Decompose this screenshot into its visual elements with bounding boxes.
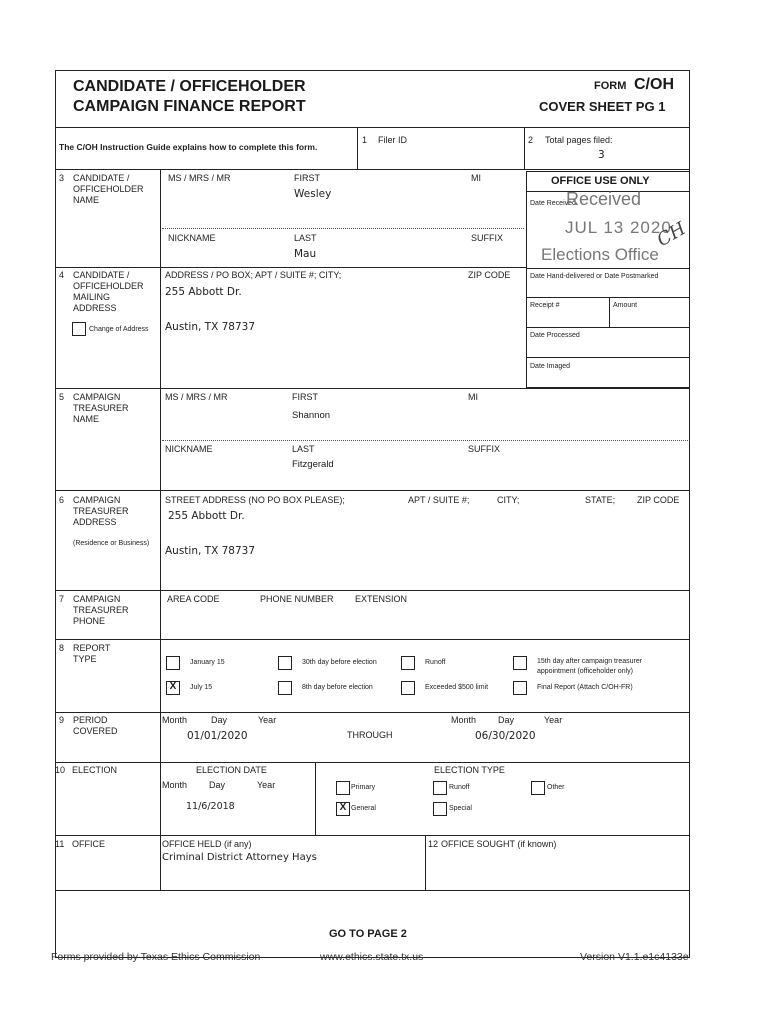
candidate-address-label: ADDRESS / PO BOX; APT / SUITE #; CITY;: [165, 270, 342, 280]
go-to-page-2: GO TO PAGE 2: [329, 928, 407, 940]
primary-label: Primary: [351, 784, 376, 791]
total-pages-value[interactable]: 3: [598, 149, 605, 161]
jul15-checkbox[interactable]: X: [166, 681, 180, 695]
filer-id-label: Filer ID: [378, 135, 407, 145]
final-report-checkbox[interactable]: [513, 681, 527, 695]
hand-delivered-label: Date Hand-delivered or Date Postmarked: [530, 273, 659, 280]
received-stamp-date: JUL 13 2020: [565, 218, 672, 237]
special-label: Special: [449, 805, 472, 812]
sec5-label-1: CAMPAIGN: [73, 392, 121, 402]
sec3-num: 3: [59, 173, 65, 183]
runoff-election-label: Runoff: [449, 784, 470, 791]
treasurer-state-label: STATE;: [585, 495, 616, 505]
candidate-suffix-label: SUFFIX: [471, 233, 504, 243]
election-day-label: Day: [209, 780, 226, 790]
form-word: FORM: [594, 80, 627, 92]
instruction-text: The C/OH Instruction Guide explains how to complete this form.: [59, 142, 318, 152]
candidate-nickname-label: NICKNAME: [168, 233, 216, 243]
day15-label-2: appointment (officeholder only): [537, 668, 633, 675]
day15-label-1: 15th day after campaign treasurer: [537, 658, 643, 665]
candidate-zip-label: ZIP CODE: [468, 270, 511, 280]
general-checkbox[interactable]: X: [336, 802, 350, 816]
sec6-label-2: TREASURER: [73, 506, 129, 516]
candidate-mi-label: MI: [471, 173, 481, 183]
footer-website[interactable]: www.ethics.state.tx.us: [320, 951, 424, 963]
treasurer-address-line1[interactable]: 255 Abbott Dr.: [168, 510, 245, 522]
change-of-address-checkbox[interactable]: [72, 322, 86, 336]
sec9-num: 9: [59, 715, 65, 725]
treasurer-prefix-label: MS / MRS / MR: [165, 392, 228, 402]
election-year-label: Year: [257, 780, 276, 790]
election-date-value[interactable]: 11/6/2018: [186, 801, 235, 812]
receipt-label: Receipt #: [530, 302, 560, 309]
period-to-value[interactable]: 06/30/2020: [475, 730, 536, 742]
jul15-label: July 15: [190, 684, 213, 691]
period-to-day-label: Day: [498, 715, 515, 725]
sec7-num: 7: [59, 594, 65, 604]
treasurer-mi-label: MI: [468, 392, 478, 402]
filer-id-num: 1: [362, 135, 368, 145]
sec8-label-1: REPORT: [73, 643, 111, 653]
treasurer-last-value[interactable]: Fitzgerald: [292, 459, 334, 470]
date-imaged-label: Date Imaged: [530, 363, 571, 370]
sec7-label-2: TREASURER: [73, 605, 129, 615]
sec4-label-4: ADDRESS: [73, 303, 117, 313]
period-from-value[interactable]: 01/01/2020: [187, 730, 248, 742]
total-pages-num: 2: [528, 135, 534, 145]
sec9-label-2: COVERED: [73, 726, 118, 736]
sec8-label-2: TYPE: [73, 654, 97, 664]
sec4-label-1: CANDIDATE /: [73, 270, 130, 280]
election-type-title: ELECTION TYPE: [434, 765, 505, 775]
extension-label: EXTENSION: [355, 594, 408, 604]
sec3-label-3: NAME: [73, 195, 100, 205]
office-sought-label: OFFICE SOUGHT (if known): [441, 839, 557, 849]
runoff-report-checkbox[interactable]: [401, 656, 415, 670]
sec4-num: 4: [59, 270, 65, 280]
sec3-label-1: CANDIDATE /: [73, 173, 130, 183]
election-month-label: Month: [162, 780, 188, 790]
sec11-label: OFFICE: [72, 839, 105, 849]
sec6-label-1: CAMPAIGN: [73, 495, 121, 505]
treasurer-first-value[interactable]: Shannon: [292, 410, 331, 421]
sec4-label-3: MAILING: [73, 292, 111, 302]
footer-provided-by: Forms provided by Texas Ethics Commission: [51, 951, 261, 963]
other-label: Other: [547, 784, 565, 791]
jan15-label: January 15: [190, 659, 225, 666]
treasurer-street-label: STREET ADDRESS (NO PO BOX PLEASE);: [165, 495, 345, 505]
sec4-label-2: OFFICEHOLDER: [73, 281, 144, 291]
treasurer-last-label: LAST: [292, 444, 315, 454]
period-to-month-label: Month: [451, 715, 477, 725]
treasurer-zip-label: ZIP CODE: [637, 495, 680, 505]
period-from-month-label: Month: [162, 715, 188, 725]
runoff-election-checkbox[interactable]: [433, 781, 447, 795]
phone-number-label: PHONE NUMBER: [260, 594, 334, 604]
sec6-num: 6: [59, 495, 65, 505]
primary-checkbox[interactable]: [336, 781, 350, 795]
sec11-num: 11: [55, 839, 65, 849]
area-code-label: AREA CODE: [167, 594, 220, 604]
general-label: General: [351, 805, 376, 812]
sec10-label: ELECTION: [72, 765, 118, 775]
treasurer-nickname-label: NICKNAME: [165, 444, 213, 454]
amount-label: Amount: [613, 302, 638, 309]
form-title-line2: CAMPAIGN FINANCE REPORT: [73, 98, 306, 115]
period-from-year-label: Year: [258, 715, 277, 725]
other-checkbox[interactable]: [531, 781, 545, 795]
sec5-num: 5: [59, 392, 65, 402]
candidate-first-label: FIRST: [294, 173, 320, 183]
sec8-num: 8: [59, 643, 65, 653]
election-date-title: ELECTION DATE: [196, 765, 267, 775]
date-received-label: Date Received: [530, 200, 576, 207]
sec9-label-1: PERIOD: [73, 715, 108, 725]
treasurer-suffix-label: SUFFIX: [468, 444, 501, 454]
sec12-num: 12: [428, 839, 439, 849]
candidate-address-line1[interactable]: 255 Abbott Dr.: [165, 286, 242, 298]
through-label: THROUGH: [347, 730, 393, 740]
form-code: C/OH: [634, 76, 674, 93]
candidate-first-value[interactable]: Wesley: [294, 188, 332, 200]
candidate-last-label: LAST: [294, 233, 317, 243]
sec7-label-3: PHONE: [73, 616, 106, 626]
exceeded-label: Exceeded $500 limit: [425, 684, 489, 691]
office-use-title: OFFICE USE ONLY: [551, 175, 650, 187]
stamp-initials: CH: [653, 218, 690, 252]
sec6-sublabel: (Residence or Business): [73, 540, 150, 547]
received-stamp: Received: [566, 189, 642, 209]
office-held-value[interactable]: Criminal District Attorney Hays: [162, 852, 317, 863]
sec5-label-2: TREASURER: [73, 403, 129, 413]
day8-checkbox[interactable]: [278, 681, 292, 695]
cover-sheet-label: COVER SHEET PG 1: [539, 99, 666, 114]
footer-version: Version V1.1.e1c4133e: [580, 951, 689, 963]
sec10-num: 10: [55, 765, 66, 775]
day15-checkbox[interactable]: [513, 656, 527, 670]
day30-label: 30th day before election: [302, 659, 377, 666]
treasurer-apt-label: APT / SUITE #;: [408, 495, 470, 505]
candidate-address-line2[interactable]: Austin, TX 78737: [165, 321, 256, 333]
final-report-label: Final Report (Attach C/OH-FR): [537, 684, 633, 691]
period-from-day-label: Day: [211, 715, 228, 725]
sec5-label-3: NAME: [73, 414, 100, 424]
form-title-line1: CANDIDATE / OFFICEHOLDER: [73, 78, 306, 95]
date-processed-label: Date Processed: [530, 332, 580, 339]
change-of-address-label: Change of Address: [89, 326, 149, 333]
day30-checkbox[interactable]: [278, 656, 292, 670]
period-to-year-label: Year: [544, 715, 563, 725]
treasurer-city-label: CITY;: [497, 495, 520, 505]
day8-label: 8th day before election: [302, 684, 373, 691]
treasurer-first-label: FIRST: [292, 392, 318, 402]
office-held-label: OFFICE HELD (if any): [162, 839, 252, 849]
candidate-last-value[interactable]: Mau: [294, 248, 317, 260]
jan15-checkbox[interactable]: [166, 656, 180, 670]
special-checkbox[interactable]: [433, 802, 447, 816]
total-pages-label: Total pages filed:: [545, 135, 613, 145]
exceeded-checkbox[interactable]: [401, 681, 415, 695]
sec3-label-2: OFFICEHOLDER: [73, 184, 144, 194]
runoff-report-label: Runoff: [425, 659, 446, 666]
sec7-label-1: CAMPAIGN: [73, 594, 121, 604]
candidate-prefix-label: MS / MRS / MR: [168, 173, 231, 183]
sec6-label-3: ADDRESS: [73, 517, 117, 527]
treasurer-address-line2[interactable]: Austin, TX 78737: [165, 545, 256, 557]
received-stamp-office: Elections Office: [541, 245, 659, 264]
